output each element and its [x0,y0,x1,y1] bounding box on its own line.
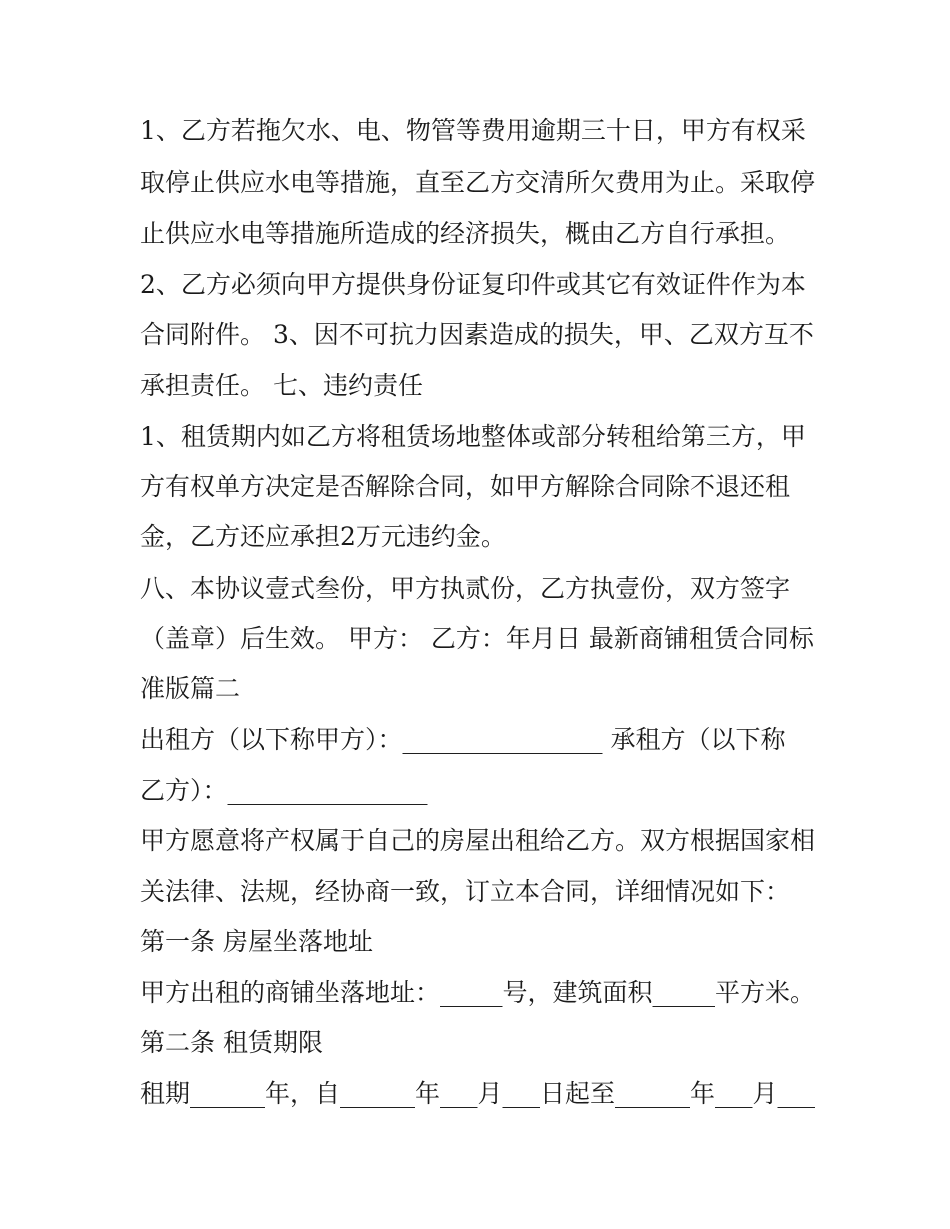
text-line: 甲方愿意将产权属于自己的房屋出租给乙方。双方根据国家相 [140,826,816,855]
text-line: 租期______年，自______年___月___日起至______年___月___ [140,1079,816,1108]
text-line: （盖章）后生效。 甲方： 乙方：年月日 最新商铺租赁合同标 [140,624,814,653]
text-line: 甲方出租的商铺坐落地址：_____号，建筑面积_____平方米。 [140,978,816,1007]
text-line: 第一条 房屋坐落地址 [140,927,373,956]
text-line: 第二条 租赁期限 [140,1028,323,1057]
text-line: 出租方（以下称甲方）：________________ 承租方（以下称 [140,725,786,754]
text-line: 金，乙方还应承担2万元违约金。 [140,522,506,551]
text-line: 关法律、法规，经协商一致，订立本合同，详细情况如下： [140,877,791,906]
text-line: 1、乙方若拖欠水、电、物管等费用逾期三十日，甲方有权采 [140,116,806,145]
text-line: 合同附件。 3、因不可抗力因素造成的损失，甲、乙双方互不 [140,320,814,349]
text-line: 方有权单方决定是否解除合同，如甲方解除合同除不退还租 [140,472,791,501]
text-line: 乙方）：________________ [140,776,428,805]
text-line: 1、租赁期内如乙方将租赁场地整体或部分转租给第三方，甲 [140,422,806,451]
text-line: 止供应水电等措施所造成的经济损失，概由乙方自行承担。 [140,219,791,248]
text-line: 取停止供应水电等措施，直至乙方交清所欠费用为止。采取停 [140,168,816,197]
text-line: 准版篇二 [140,674,241,703]
text-line: 承担责任。 七、违约责任 [140,371,423,400]
text-line: 八、本协议壹式叁份，甲方执贰份，乙方执壹份，双方签字 [140,574,791,603]
text-line: 2、乙方必须向甲方提供身份证复印件或其它有效证件作为本 [140,270,806,299]
